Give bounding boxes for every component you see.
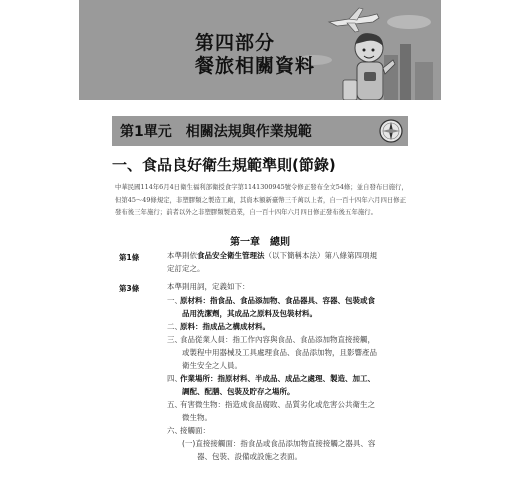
part-subtitle: 餐旅相關資料 bbox=[195, 55, 316, 77]
definition-5-cont: 微生物。 bbox=[182, 413, 212, 422]
sub-definition-1-cont: 器、包裝、設備或設施之表面。 bbox=[197, 452, 302, 461]
definition-4: 四、作業場所：指原材料、半成品、成品之處理、製造、加工、 bbox=[167, 374, 375, 383]
article-3-lead: 本準則用詞，定義如下： bbox=[167, 282, 250, 291]
chapter-heading: 第一章 總則 bbox=[230, 237, 290, 248]
article-1-line-2: 定訂定之。 bbox=[167, 264, 205, 273]
definition-1: 一、原材料：指食品、食品添加物、食品器具、容器、包裝或食 bbox=[167, 296, 375, 305]
definition-3-cont: 或製程中用器械及工具處理食品、食品添加物，且影響產品 bbox=[182, 348, 377, 357]
definition-3: 三、食品從業人員：指工作內容與食品、食品添加物直接接觸， bbox=[167, 335, 375, 344]
definition-4-cont: 調配、配膳、包裝及貯存之場所。 bbox=[182, 387, 295, 396]
part-title: 第四部分 bbox=[195, 32, 276, 54]
compass-icon bbox=[378, 118, 404, 144]
section-title: 一、食品良好衛生規範準則(節錄) bbox=[112, 156, 336, 174]
definition-5: 五、有害微生物：指造成食品腐敗、品質劣化或危害公共衛生之 bbox=[167, 400, 375, 409]
part-banner bbox=[79, 0, 441, 100]
sub-definition-1: (一)直接接觸面：指食品或食品添加物直接接觸之器具、容 bbox=[182, 439, 376, 448]
definition-1-cont: 品用洗潔劑，其成品之原料及包裝材料。 bbox=[182, 309, 317, 318]
definition-2: 二、原料：指成品之構成材料。 bbox=[167, 322, 270, 331]
article-3-label: 第3條 bbox=[119, 284, 140, 293]
article-1-label: 第1條 bbox=[119, 253, 140, 262]
unit-title: 第1單元 相關法規與作業規範 bbox=[120, 124, 312, 140]
definition-3-cont-2: 衛生安全之人員。 bbox=[182, 361, 242, 370]
airplane-icon bbox=[329, 8, 379, 32]
unit-header bbox=[112, 116, 408, 146]
definition-6: 六、接觸面： bbox=[167, 426, 210, 435]
regulation-intro: 中華民國114年6月4日衛生福利部衛授食字第1141300945號令修正發布全文54條；並自發布日施行，但第45～49條規定，非塑膠類之製造工廠，其資本額新臺幣三千萬以上者，自一百十四年六月四日修正發布後三年施行；前者以外之非塑膠類製造業，自一百十四年六月四日修正發布後五年施行。 bbox=[115, 183, 408, 216]
article-1-line-1: 本準則依食品安全衛生管理法（以下簡稱本法）第八條第四項規 bbox=[167, 251, 377, 260]
law-name: 食品安全衛生管理法 bbox=[197, 251, 265, 260]
